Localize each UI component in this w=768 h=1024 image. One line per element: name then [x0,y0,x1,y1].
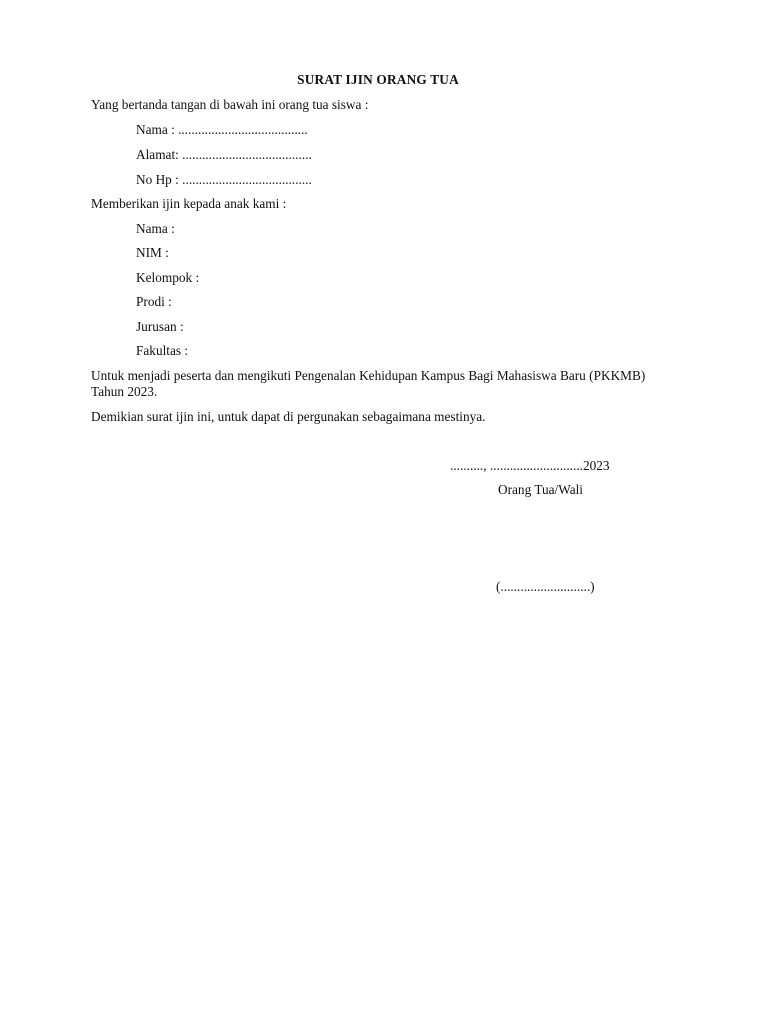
signature-place-date: .........., ............................2023 [450,458,610,473]
parent-phone-field: No Hp : ....................................... [136,172,312,187]
student-name-field: Nama : [136,221,175,236]
student-group-field: Kelompok : [136,270,200,285]
closing-paragraph: Demikian surat ijin ini, untuk dapat di pergunakan sebagaimana mestinya. [91,409,486,424]
student-faculty-field: Fakultas : [136,343,189,358]
student-prodi-field: Prodi : [136,294,172,309]
signature-role: Orang Tua/Wali [498,482,583,497]
signature-name-line: (...........................) [496,579,595,594]
student-major-field: Jurusan : [136,319,184,334]
letter-title: SURAT IJIN ORANG TUA [297,72,459,87]
parent-address-field: Alamat: ....................................... [136,147,312,162]
student-nim-field: NIM : [136,245,169,260]
grant-text: Memberikan ijin kepada anak kami : [91,196,287,211]
intro-text: Yang bertanda tangan di bawah ini orang tua siswa : [91,97,369,112]
parent-name-field: Nama : ....................................... [136,122,308,137]
purpose-paragraph: Untuk menjadi peserta dan mengikuti Pengenalan Kehidupan Kampus Bagi Mahasiswa Baru (PKKMB) Tahun 2023. [91,368,646,399]
